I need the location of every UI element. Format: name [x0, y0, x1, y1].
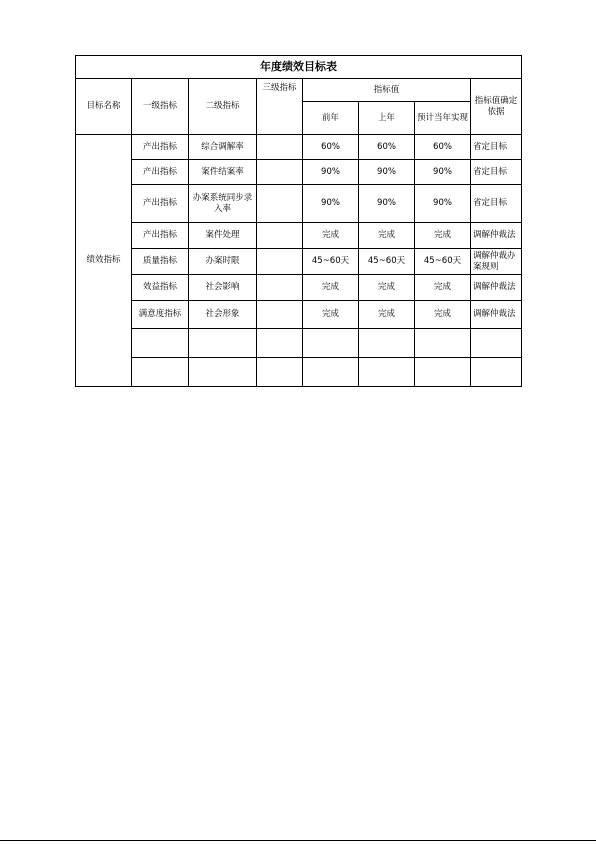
- cell-expected: [415, 329, 471, 358]
- cell-basis: 调解仲裁法: [471, 223, 522, 249]
- cell-level3: [257, 275, 303, 301]
- header-prev-year: 前年: [303, 102, 359, 135]
- cell-level2: 社会形象: [189, 301, 257, 329]
- cell-expected: 完成: [415, 275, 471, 301]
- cell-expected: 45~60天: [415, 249, 471, 275]
- cell-prev: 90%: [303, 185, 359, 223]
- cell-level3: [257, 301, 303, 329]
- cell-prev: 90%: [303, 160, 359, 185]
- cell-expected: 完成: [415, 223, 471, 249]
- cell-level3: [257, 249, 303, 275]
- table-row: [76, 358, 522, 387]
- cell-level1: [132, 329, 189, 358]
- table-row: [76, 275, 522, 301]
- cell-expected: 90%: [415, 185, 471, 223]
- cell-last: 90%: [359, 185, 415, 223]
- cell-last: 完成: [359, 301, 415, 329]
- cell-level1: 满意度指标: [132, 301, 189, 329]
- header-level1: 一级指标: [132, 79, 189, 135]
- cell-level3: [257, 185, 303, 223]
- cell-prev: 完成: [303, 223, 359, 249]
- cell-last: [359, 329, 415, 358]
- performance-sheet: [75, 55, 521, 387]
- table-row: [76, 249, 522, 275]
- header-expected: 预计当年实现: [415, 102, 471, 135]
- page-bottom-divider: [0, 840, 596, 841]
- cell-last: 90%: [359, 160, 415, 185]
- cell-prev: 45~60天: [303, 249, 359, 275]
- cell-level2: 办案时限: [189, 249, 257, 275]
- cell-level2: [189, 329, 257, 358]
- cell-level1: 产出指标: [132, 135, 189, 160]
- table-row: [76, 301, 522, 329]
- cell-level2: 社会影响: [189, 275, 257, 301]
- cell-level2: 办案系统同步录入率: [189, 185, 257, 223]
- cell-level3: [257, 358, 303, 387]
- header-level2: 二级指标: [189, 79, 257, 135]
- cell-prev: 60%: [303, 135, 359, 160]
- cell-basis: 省定目标: [471, 135, 522, 160]
- cell-last: 60%: [359, 135, 415, 160]
- cell-basis: 省定目标: [471, 185, 522, 223]
- cell-last: [359, 358, 415, 387]
- cell-expected: 90%: [415, 160, 471, 185]
- cell-level1: 产出指标: [132, 185, 189, 223]
- table-title: 年度绩效目标表: [76, 56, 522, 79]
- header-target-name: 目标名称: [76, 79, 132, 135]
- cell-prev: 完成: [303, 275, 359, 301]
- cell-level3: [257, 329, 303, 358]
- cell-level1: 质量指标: [132, 249, 189, 275]
- table-row: [76, 223, 522, 249]
- table-row: [76, 135, 522, 160]
- cell-level1: 产出指标: [132, 160, 189, 185]
- cell-level1: [132, 358, 189, 387]
- cell-level2: [189, 358, 257, 387]
- cell-last: 完成: [359, 275, 415, 301]
- cell-basis: [471, 358, 522, 387]
- cell-basis: 调解仲裁法: [471, 301, 522, 329]
- cell-level1: 产出指标: [132, 223, 189, 249]
- cell-basis: 调解仲裁办案规则: [471, 249, 522, 275]
- header-indicator-value: 指标值: [303, 79, 471, 102]
- cell-prev: 完成: [303, 301, 359, 329]
- cell-basis: 调解仲裁法: [471, 275, 522, 301]
- table-row: [76, 160, 522, 185]
- header-last-year: 上年: [359, 102, 415, 135]
- header-basis: 指标值确定依据: [471, 79, 522, 135]
- cell-last: 45~60天: [359, 249, 415, 275]
- group-label: 绩效指标: [76, 135, 132, 387]
- cell-level2: 案件处理: [189, 223, 257, 249]
- cell-prev: [303, 358, 359, 387]
- cell-expected: [415, 358, 471, 387]
- cell-expected: 完成: [415, 301, 471, 329]
- cell-level2: 案件结案率: [189, 160, 257, 185]
- cell-level3: [257, 160, 303, 185]
- cell-last: 完成: [359, 223, 415, 249]
- table-row: [76, 329, 522, 358]
- cell-prev: [303, 329, 359, 358]
- header-level3: 三级指标: [257, 79, 303, 135]
- cell-level3: [257, 223, 303, 249]
- cell-basis: 省定目标: [471, 160, 522, 185]
- cell-level1: 效益指标: [132, 275, 189, 301]
- cell-expected: 60%: [415, 135, 471, 160]
- table-row: [76, 185, 522, 223]
- performance-target-table: [75, 55, 522, 387]
- cell-level3: [257, 135, 303, 160]
- cell-level2: 综合调解率: [189, 135, 257, 160]
- cell-basis: [471, 329, 522, 358]
